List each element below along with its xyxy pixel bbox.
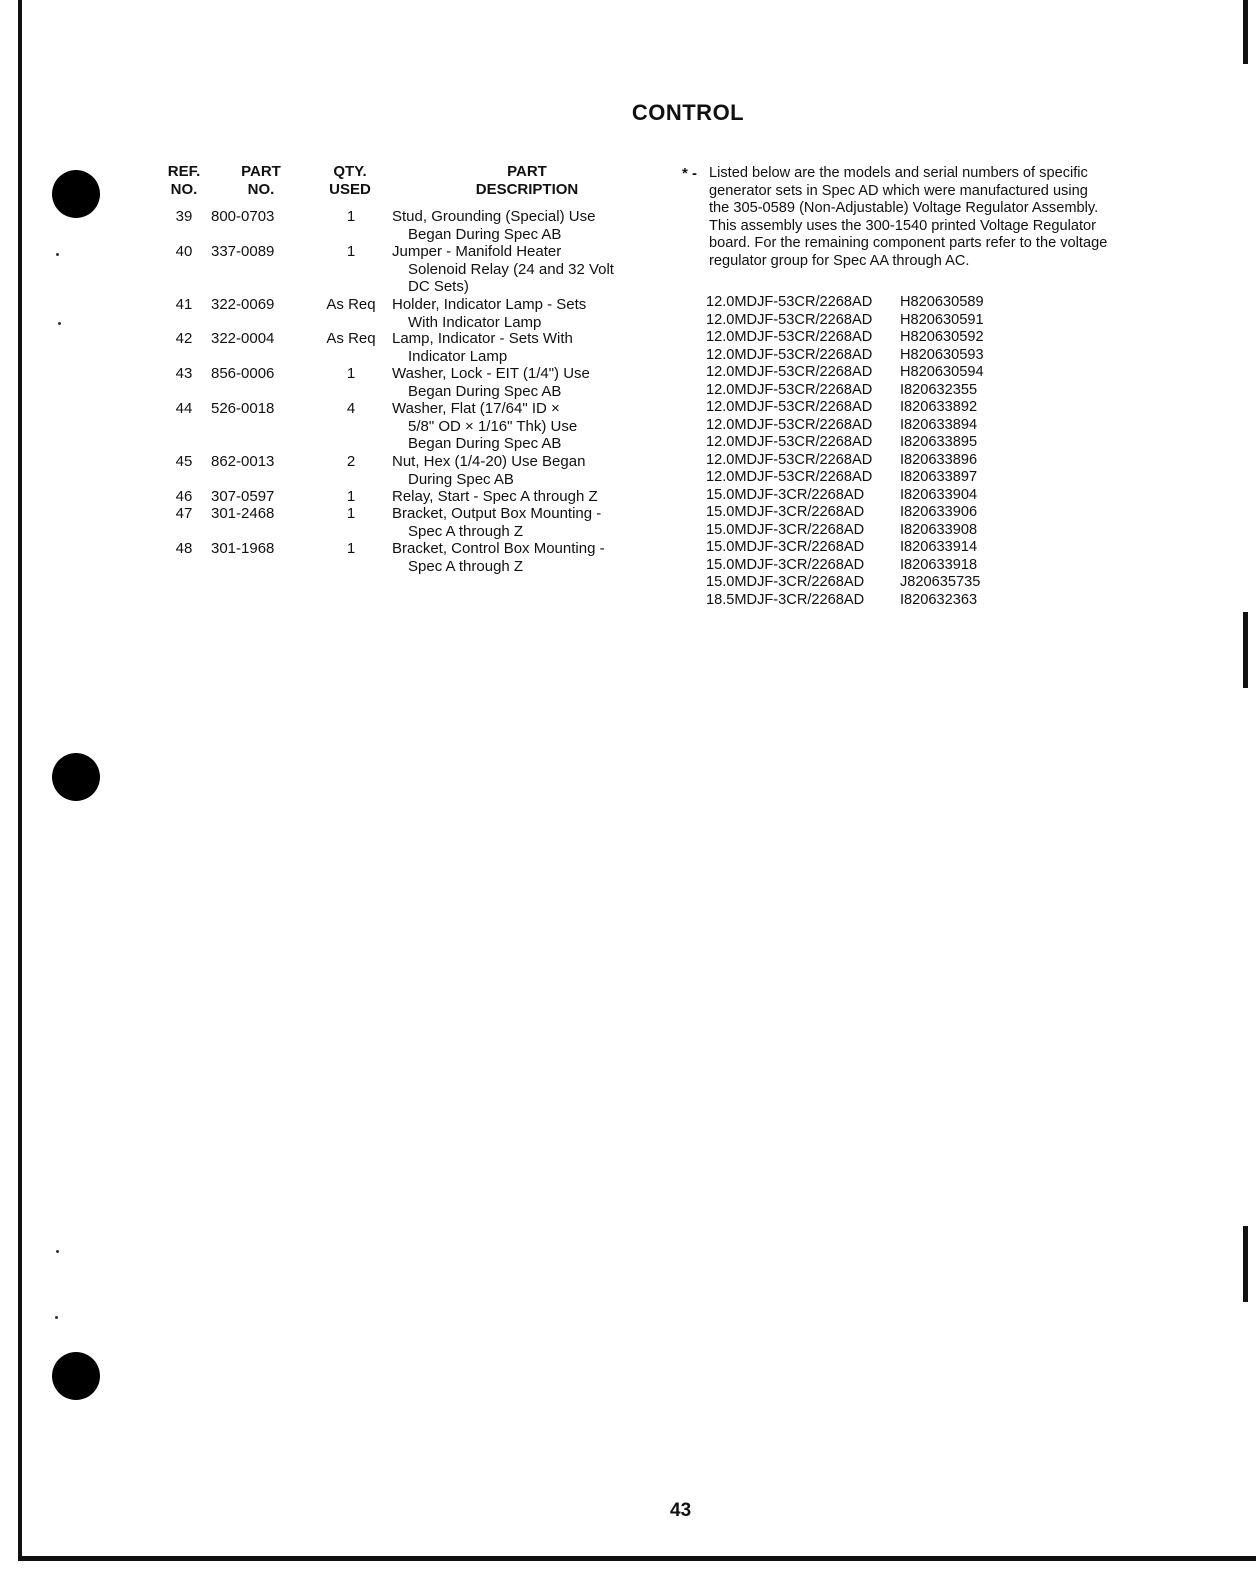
part-number: 322-0004	[211, 330, 275, 347]
page-number: 43	[670, 1500, 692, 1521]
serial-number: I820633914	[900, 539, 978, 555]
part-number: 337-0089	[211, 243, 275, 260]
column-header-ref	[160, 163, 208, 199]
model-number: 12.0MDJF-53CR/2268AD	[706, 364, 873, 380]
column-header-description	[452, 163, 602, 199]
model-number: 15.0MDJF-3CR/2268AD	[706, 521, 865, 538]
punch-hole	[52, 170, 100, 218]
description-line: With Indicator Lamp	[408, 313, 542, 331]
model-number: 15.0MDJF-3CR/2268AD	[706, 556, 865, 573]
description-line: Jumper - Manifold Heater	[392, 243, 562, 260]
description-line: Lamp, Indicator - Sets With	[392, 330, 573, 347]
ref-number: 48	[175, 540, 193, 557]
serial-number: I820633896	[900, 451, 978, 468]
quantity: 1	[346, 540, 356, 557]
serial-number: H820630591	[900, 311, 984, 328]
description-line: DC Sets)	[408, 278, 469, 295]
description-line: Solenoid Relay (24 and 32 Volt	[408, 260, 614, 278]
list-item	[706, 574, 984, 592]
part-number: 526-0018	[211, 400, 275, 417]
model-number: 12.0MDJF-53CR/2268AD	[706, 311, 873, 328]
description-line: Relay, Start - Spec A through Z	[392, 488, 598, 505]
page-border-left	[18, 0, 22, 1560]
part-description	[392, 505, 654, 540]
model-number: 15.0MDJF-3CR/2268AD	[706, 486, 865, 503]
list-item	[706, 592, 984, 610]
header-line: NO.	[247, 181, 275, 198]
page-edge-mark	[1243, 0, 1248, 64]
punch-hole	[52, 1352, 100, 1400]
header-line: USED	[329, 181, 371, 198]
model-number: 12.0MDJF-53CR/2268AD	[706, 329, 873, 345]
page-edge-mark	[1243, 1226, 1248, 1302]
description-line: Holder, Indicator Lamp - Sets	[392, 296, 587, 313]
footnote-line: the 305-0589 (Non-Adjustable) Voltage Regulator Assembly.	[709, 200, 1099, 216]
punch-hole	[52, 753, 100, 801]
serial-number: I820633906	[900, 504, 978, 520]
list-item	[706, 557, 984, 575]
part-description	[392, 243, 654, 296]
part-number: 307-0597	[211, 488, 275, 505]
quantity: 1	[346, 505, 356, 522]
list-item	[706, 329, 984, 347]
list-item	[706, 294, 984, 312]
model-number: 12.0MDJF-53CR/2268AD	[706, 434, 873, 450]
model-number: 12.0MDJF-53CR/2268AD	[706, 469, 873, 485]
model-number: 15.0MDJF-3CR/2268AD	[706, 539, 865, 555]
ref-number: 47	[175, 505, 193, 522]
ref-number: 40	[175, 243, 193, 260]
description-line: Bracket, Output Box Mounting -	[392, 505, 602, 522]
quantity: 1	[346, 365, 356, 382]
list-item	[706, 452, 984, 470]
part-description	[392, 540, 654, 575]
quantity: 1	[346, 243, 356, 260]
model-number: 12.0MDJF-53CR/2268AD	[706, 346, 873, 363]
ref-number: 45	[175, 453, 193, 470]
description-line: Washer, Flat (17/64" ID ×	[392, 400, 560, 417]
part-description	[392, 330, 654, 365]
serial-number: H820630592	[900, 329, 984, 345]
serial-number: I820633892	[900, 399, 978, 415]
description-line: During Spec AB	[408, 470, 514, 488]
description-line: Stud, Grounding (Special) Use	[392, 208, 596, 225]
page-border-bottom	[18, 1556, 1256, 1561]
quantity: 1	[346, 208, 356, 225]
part-number: 856-0006	[211, 365, 275, 382]
column-header-qty	[318, 163, 382, 199]
list-item	[706, 382, 984, 400]
description-line: Began During Spec AB	[408, 382, 562, 400]
quantity: 2	[346, 453, 356, 470]
column-header-part-no	[226, 163, 296, 199]
list-item	[706, 364, 984, 382]
list-item	[706, 312, 984, 330]
model-number: 18.5MDJF-3CR/2268AD	[706, 591, 865, 608]
serial-number: I820632363	[900, 591, 978, 608]
serial-number: I820633904	[900, 486, 978, 503]
part-description	[392, 296, 654, 331]
serial-number: I820633908	[900, 521, 978, 538]
footnote-line: generator sets in Spec AD which were manufactured using	[709, 182, 1088, 199]
serial-number: J820635735	[900, 574, 981, 590]
scan-speck	[58, 322, 61, 325]
footnote-line: board. For the remaining component parts refer to the voltage	[709, 235, 1108, 251]
scan-speck	[56, 1250, 59, 1253]
model-number: 12.0MDJF-53CR/2268AD	[706, 381, 873, 398]
quantity: As Req	[326, 296, 376, 313]
model-number: 15.0MDJF-3CR/2268AD	[706, 574, 865, 590]
part-description	[392, 453, 654, 488]
list-item	[706, 504, 984, 522]
part-description	[392, 365, 654, 400]
footnote-marker: * -	[682, 165, 697, 182]
model-serial-list	[706, 294, 984, 609]
part-number: 862-0013	[211, 453, 275, 470]
model-number: 12.0MDJF-53CR/2268AD	[706, 451, 873, 468]
list-item	[706, 347, 984, 365]
ref-number: 44	[175, 400, 193, 417]
serial-number: I820632355	[900, 381, 978, 398]
model-number: 12.0MDJF-53CR/2268AD	[706, 294, 873, 310]
page-title: CONTROL	[631, 100, 745, 125]
serial-number: H820630594	[900, 364, 984, 380]
part-number: 301-2468	[211, 505, 275, 522]
serial-number: I820633897	[900, 469, 978, 485]
serial-number: I820633895	[900, 434, 978, 450]
ref-number: 43	[175, 365, 193, 382]
list-item	[706, 487, 984, 505]
description-line: Washer, Lock - EIT (1/4") Use	[392, 365, 590, 382]
page-edge-mark	[1243, 612, 1248, 688]
ref-number: 41	[175, 296, 193, 313]
serial-number: H820630589	[900, 294, 984, 310]
description-line: Spec A through Z	[408, 522, 524, 540]
header-line: PART	[507, 163, 547, 180]
ref-number: 39	[175, 208, 193, 225]
model-number: 15.0MDJF-3CR/2268AD	[706, 504, 865, 520]
list-item	[706, 399, 984, 417]
quantity: 4	[346, 400, 356, 417]
ref-number: 42	[175, 330, 193, 347]
serial-number: I820633918	[900, 556, 978, 573]
list-item	[706, 434, 984, 452]
header-line: QTY.	[333, 163, 367, 180]
description-line: Spec A through Z	[408, 557, 524, 575]
list-item	[706, 469, 984, 487]
header-line: DESCRIPTION	[475, 181, 579, 198]
header-line: PART	[241, 163, 281, 180]
description-line: Began During Spec AB	[408, 435, 562, 452]
model-number: 12.0MDJF-53CR/2268AD	[706, 399, 873, 415]
list-item	[706, 539, 984, 557]
ref-number: 46	[175, 488, 193, 505]
list-item	[706, 522, 984, 540]
footnote-text	[709, 165, 1161, 270]
serial-number: I820633894	[900, 416, 978, 433]
part-description	[392, 208, 654, 243]
header-line: NO.	[170, 181, 198, 198]
description-line: Bracket, Control Box Mounting -	[392, 540, 605, 557]
description-line: 5/8" OD × 1/16" Thk) Use	[408, 417, 578, 435]
description-line: Began During Spec AB	[408, 225, 562, 243]
scan-speck	[55, 1316, 58, 1319]
description-line: Nut, Hex (1/4-20) Use Began	[392, 453, 586, 470]
footnote-line: Listed below are the models and serial numbers of specific	[709, 165, 1088, 181]
footnote-line: regulator group for Spec AA through AC.	[709, 252, 970, 269]
part-number: 322-0069	[211, 296, 275, 313]
header-line: REF.	[167, 163, 201, 180]
footnote-line: This assembly uses the 300-1540 printed Voltage Regulator	[709, 217, 1096, 234]
scan-speck	[56, 253, 59, 256]
model-number: 12.0MDJF-53CR/2268AD	[706, 416, 873, 433]
part-description	[392, 488, 654, 506]
part-description	[392, 400, 654, 453]
quantity: 1	[346, 488, 356, 505]
list-item	[706, 417, 984, 435]
serial-number: H820630593	[900, 346, 984, 363]
quantity: As Req	[326, 330, 376, 347]
description-line: Indicator Lamp	[408, 347, 508, 365]
part-number: 301-1968	[211, 540, 275, 557]
part-number: 800-0703	[211, 208, 275, 225]
